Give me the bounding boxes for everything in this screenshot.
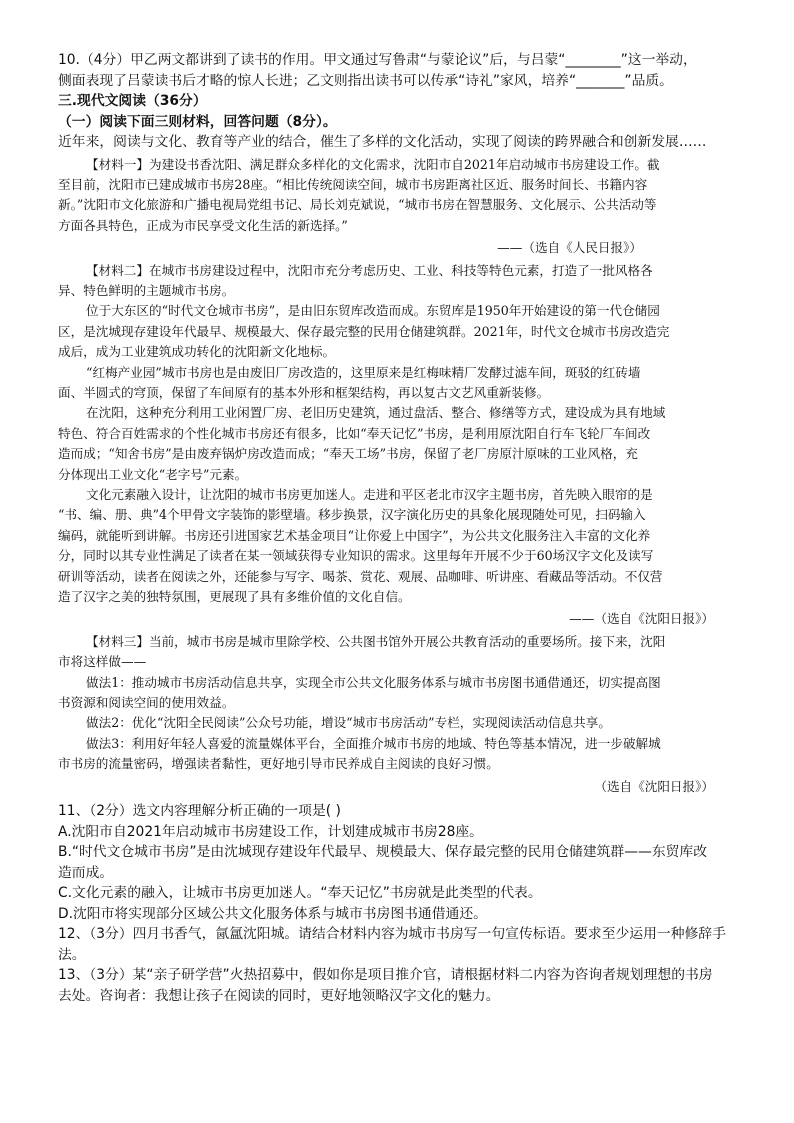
material-1-line: 方面各具特色，正成为市民享受文化生活的新选择。” xyxy=(58,217,348,233)
question-11-option-b: B.“时代文仓城市书房”是由沈城现存建设年代最早、规模最大、保存最完整的民用仓储建筑群——东贸库改 xyxy=(58,844,708,861)
material-2-line: 【材料二】在城市书房建设过程中，沈阳市充分考虑历史、工业、科技等特色元素，打造了一批风格各 xyxy=(86,262,653,278)
material-2-line: 位于大东区的“时代文仓城市书房”，是由旧东贸库改造而成。东贸库是1950年开始建设的第一代仓储园 xyxy=(86,303,660,319)
question-10-line: 10.（4分）甲乙两文都讲到了读书的作用。甲文通过写鲁肃“与蒙论议”后，与吕蒙“________”这一举动， xyxy=(58,52,697,68)
material-2-source: ——（选自《沈阳日报》） xyxy=(569,611,714,627)
question-11-option-d: D.沈阳市将实现部分区域公共文化服务体系与城市书房图书通借通还。 xyxy=(58,905,487,922)
question-13-line: 13、（3分）某“亲子研学营”火热招募中，假如你是项目推介官，请根据材料二内容为咨询者规划理想的书房 xyxy=(58,967,713,984)
material-2-line: 分体现出工业文化“老字号”元素。 xyxy=(58,466,248,482)
material-2-line: 分，同时以其专业性满足了读者在某一领域获得专业知识的需求。这里每年开展不少于60场汉字文化及读写 xyxy=(58,548,654,564)
material-2-line: 面、半圆式的穹顶，保留了车间原有的基本外形和框架结构，再以复古文艺风重新装修。 xyxy=(58,384,550,400)
material-2-line: 文化元素融入设计，让沈阳的城市书房更加迷人。走进和平区老北市汉字主题书房，首先映入眼帘的是 xyxy=(86,487,653,502)
material-3 xyxy=(58,632,734,797)
material-2-line: 区，是沈城现存建设年代最早、规模最大、保存最完整的民用仓储建筑群。2021年，时代文仓城市书房改造完 xyxy=(58,323,670,339)
material-3-line: 市将这样做—— xyxy=(58,654,147,670)
question-11-option-c: C.文化元素的融入，让城市书房更加迷人。“奉天记忆”书房就是此类型的代表。 xyxy=(58,885,542,902)
material-2-line: 造而成；“知舍书房”是由废弃锅炉房改造而成；“奉天工场”书房，保留了老厂房原汁原味的工业风格，充 xyxy=(58,446,638,462)
material-2-line: 编码，就能听到讲解。书房还引进国家艺术基金项目“让你爱上中国字”，为公共文化服务注入丰富的文化养 xyxy=(58,527,651,543)
material-2-line: “红梅产业园”城市书房也是由废旧厂房改造的，这里原来是红梅味精厂发酵过滤车间，斑驳的红砖墙 xyxy=(86,364,641,380)
question-11 xyxy=(58,801,734,924)
material-3-method-3: 做法3：利用好年轻人喜爱的流量媒体平台，全面推介城市书房的地域、特色等基本情况，进一步破解城 xyxy=(86,735,661,751)
section-title: 三.现代文阅读（36分） xyxy=(58,93,207,109)
material-2-line: 在沈阳，这种充分利用工业闲置厂房、老旧历史建筑，通过盘活、整合、修缮等方式，建设成为具有地域 xyxy=(86,405,666,421)
question-10-line: 侧面表现了吕蒙读书后才略的惊人长进；乙文则指出读书可以传承“诗礼”家风，培养“_______”品质。 xyxy=(58,72,673,89)
material-1-line: 新。”沈阳市文化旅游和广播电视局党组书记、局长刘克斌说，“城市书房在智慧服务、文化展示、公共活动等 xyxy=(58,197,657,213)
material-1-line: 至目前，沈阳市已建成城市书房28座。“相比传统阅读空间，城市书房距离社区近、服务时间长、书籍内容 xyxy=(58,176,648,192)
material-1-line: 【材料一】为建设书香沈阳、满足群众多样化的文化需求，沈阳市自2021年启动城市书房建设工作。截 xyxy=(86,156,660,172)
question-10 xyxy=(58,50,734,91)
material-3-method-2: 做法2：优化“沈阳全民阅读”公众号功能，增设“城市书房活动”专栏，实现阅读活动信息共享。 xyxy=(86,715,611,731)
material-3-method-1: 做法1：推动城市书房活动信息共享，实现全市公共文化服务体系与城市书房图书通借通还，切实提高图 xyxy=(86,674,661,690)
material-3-method-1: 书资源和阅读空间的使用效益。 xyxy=(58,695,235,711)
material-2-line: 成后，成为工业建筑成功转化的沈阳新文化地标。 xyxy=(58,344,336,360)
question-12-line: 法。 xyxy=(58,946,86,963)
question-12-line: 12、（3分）四月书香气，氤氲沈阳城。请结合材料内容为城市书房写一句宣传标语。要求至少运用一种修辞手 xyxy=(58,926,726,943)
question-11-option-b: 造而成。 xyxy=(58,864,114,881)
material-2-line: 造了汉字之美的独特氛围，更展现了具有多维价值的文化自信。 xyxy=(58,589,411,605)
question-13 xyxy=(58,965,734,1006)
material-3-method-3: 市书房的流量密码，增强读者黏性，更好地引导市民养成自主阅读的良好习惯。 xyxy=(58,756,499,772)
question-11-option-a: A.沈阳市自2021年启动城市书房建设工作，计划建成城市书房28座。 xyxy=(58,823,483,840)
material-1 xyxy=(58,155,734,259)
material-3-source: （选自《沈阳日报》） xyxy=(594,778,714,794)
material-2-line: 异、特色鲜明的主题城市书房。 xyxy=(58,282,235,298)
material-2-line: “书、编、册、典”4个甲骨文字装饰的影壁墙。移步换景，汉字演化历史的具象化展现随处可见，扫码输入 xyxy=(58,507,646,523)
section-subtitle: （一）阅读下面三则材料，回答问题（8分）。 xyxy=(58,113,337,130)
material-2-line: 研训等活动，读者在阅读之外，还能参与写字、喝茶、赏花、观展、品咖啡、听讲座、看藏品等活动。不仅营 xyxy=(58,568,663,584)
exam-page xyxy=(58,50,734,1006)
material-3-line: 【材料三】当前，城市书房是城市里除学校、公共图书馆外开展公共教育活动的重要场所。接下来，沈阳 xyxy=(86,633,666,649)
question-13-line: 去处。咨询者：我想让孩子在阅读的同时，更好地领略汉字文化的魅力。 xyxy=(58,987,500,1004)
section-intro: 近年来，阅读与文化、教育等产业的结合，催生了多样的文化活动，实现了阅读的跨界融合和创新发展…… xyxy=(58,134,707,150)
material-2 xyxy=(58,261,734,630)
question-11-stem: 11、（2分）选文内容理解分析正确的一项是( ) xyxy=(58,803,341,820)
material-1-source: ——（选自《人民日报》） xyxy=(497,240,642,256)
material-2-line: 特色、符合百姓需求的个性化城市书房还有很多，比如“奉天记忆”书房，是利用原沈阳自行车飞轮厂车间改 xyxy=(58,425,651,441)
question-12 xyxy=(58,924,734,965)
